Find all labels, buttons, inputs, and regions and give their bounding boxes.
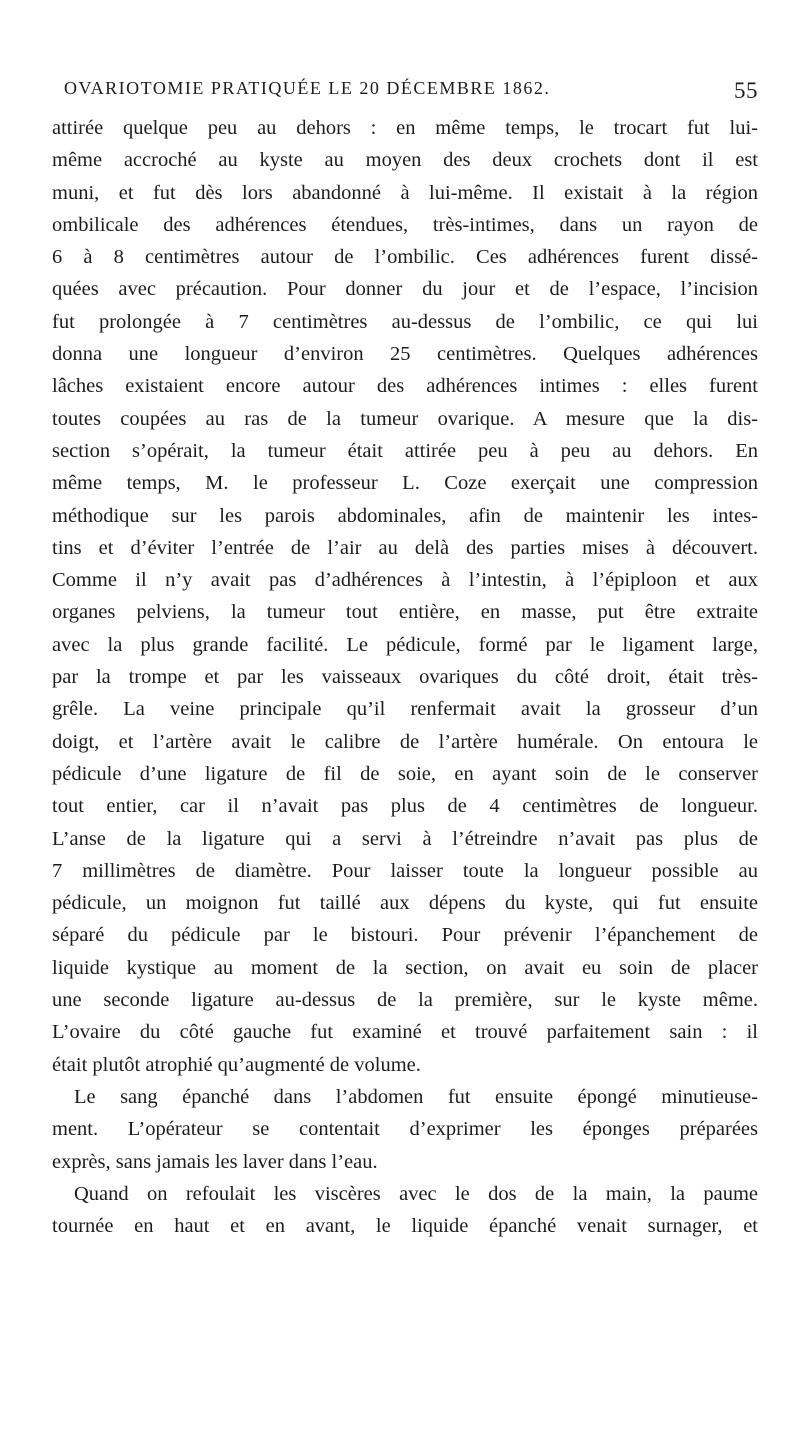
text-line: donna une longueur d’environ 25 centimètres. Quelques adhérences (52, 343, 758, 366)
text-line: pédicule d’une ligature de fil de soie, en ayant soin de le conserver (52, 762, 758, 785)
text-line: grêle. La veine principale qu’il renfermait avait la grosseur d’un (52, 698, 758, 721)
text-line: séparé du pédicule par le bistouri. Pour prévenir l’épanchement de (52, 924, 758, 947)
text-line: avec la plus grande facilité. Le pédicule, formé par le ligament large, (52, 633, 758, 656)
body-text (52, 112, 758, 1242)
text-line: 6 à 8 centimètres autour de l’ombilic. Ces adhérences furent dissé- (52, 246, 758, 269)
text-line: une seconde ligature au-dessus de la première, sur le kyste même. (52, 989, 758, 1012)
text-line: tournée en haut et en avant, le liquide épanché venait surnager, et (52, 1215, 758, 1238)
text-line: organes pelviens, la tumeur tout entière, en masse, put être extraite (52, 601, 758, 624)
page-header (52, 78, 758, 112)
text-line: quées avec précaution. Pour donner du jour et de l’espace, l’incision (52, 278, 758, 301)
text-line: doigt, et l’artère avait le calibre de l’artère humérale. On entoura le (52, 730, 758, 753)
text-line: fut prolongée à 7 centimètres au-dessus de l’ombilic, ce qui lui (52, 310, 758, 333)
text-line: lâches existaient encore autour des adhérences intimes : elles furent (52, 375, 758, 398)
text-line: même temps, M. le professeur L. Coze exerçait une compression (52, 472, 758, 495)
text-line: attirée quelque peu au dehors : en même temps, le trocart fut lui- (52, 117, 758, 139)
text-line: ment. L’opérateur se contentait d’exprimer les éponges préparées (52, 1118, 758, 1141)
text-line: Comme il n’y avait pas d’adhérences à l’intestin, à l’épiploon et aux (52, 569, 758, 592)
book-page (52, 78, 758, 1242)
text-line: Quand on refoulait les viscères avec le dos de la main, la paume (74, 1182, 758, 1205)
text-line: tout entier, car il n’avait pas plus de 4 centimètres de longueur. (52, 795, 758, 818)
text-line: était plutôt atrophié qu’augmenté de volume. (52, 1053, 421, 1076)
text-line: Le sang épanché dans l’abdomen fut ensuite épongé minutieuse- (74, 1085, 758, 1108)
text-line: ombilicale des adhérences étendues, très-intimes, dans un rayon de (52, 213, 758, 236)
text-line: toutes coupées au ras de la tumeur ovarique. A mesure que la dis- (52, 407, 758, 430)
running-title: OVARIOTOMIE PRATIQUÉE LE 20 DÉCEMBRE 1862. (64, 78, 551, 98)
text-line: L’ovaire du côté gauche fut examiné et trouvé parfaitement sain : il (52, 1021, 758, 1044)
text-line: méthodique sur les parois abdominales, afin de maintenir les intes- (52, 504, 758, 527)
text-line: exprès, sans jamais les laver dans l’eau. (52, 1150, 378, 1173)
text-line: section s’opérait, la tumeur était attirée peu à peu au dehors. En (52, 439, 758, 462)
text-line: tins et d’éviter l’entrée de l’air au delà des parties mises à découvert. (52, 536, 758, 559)
page-number: 55 (734, 78, 758, 103)
text-line: 7 millimètres de diamètre. Pour laisser toute la longueur possible au (52, 859, 758, 882)
text-line: même accroché au kyste au moyen des deux crochets dont il est (52, 149, 758, 172)
text-line: muni, et fut dès lors abandonné à lui-même. Il existait à la région (52, 181, 758, 204)
text-line: pédicule, un moignon fut taillé aux dépens du kyste, qui fut ensuite (52, 892, 758, 915)
text-line: par la trompe et par les vaisseaux ovariques du côté droit, était très- (52, 666, 758, 689)
text-line: L’anse de la ligature qui a servi à l’étreindre n’avait pas plus de (52, 827, 758, 850)
text-line: liquide kystique au moment de la section, on avait eu soin de placer (52, 956, 758, 979)
